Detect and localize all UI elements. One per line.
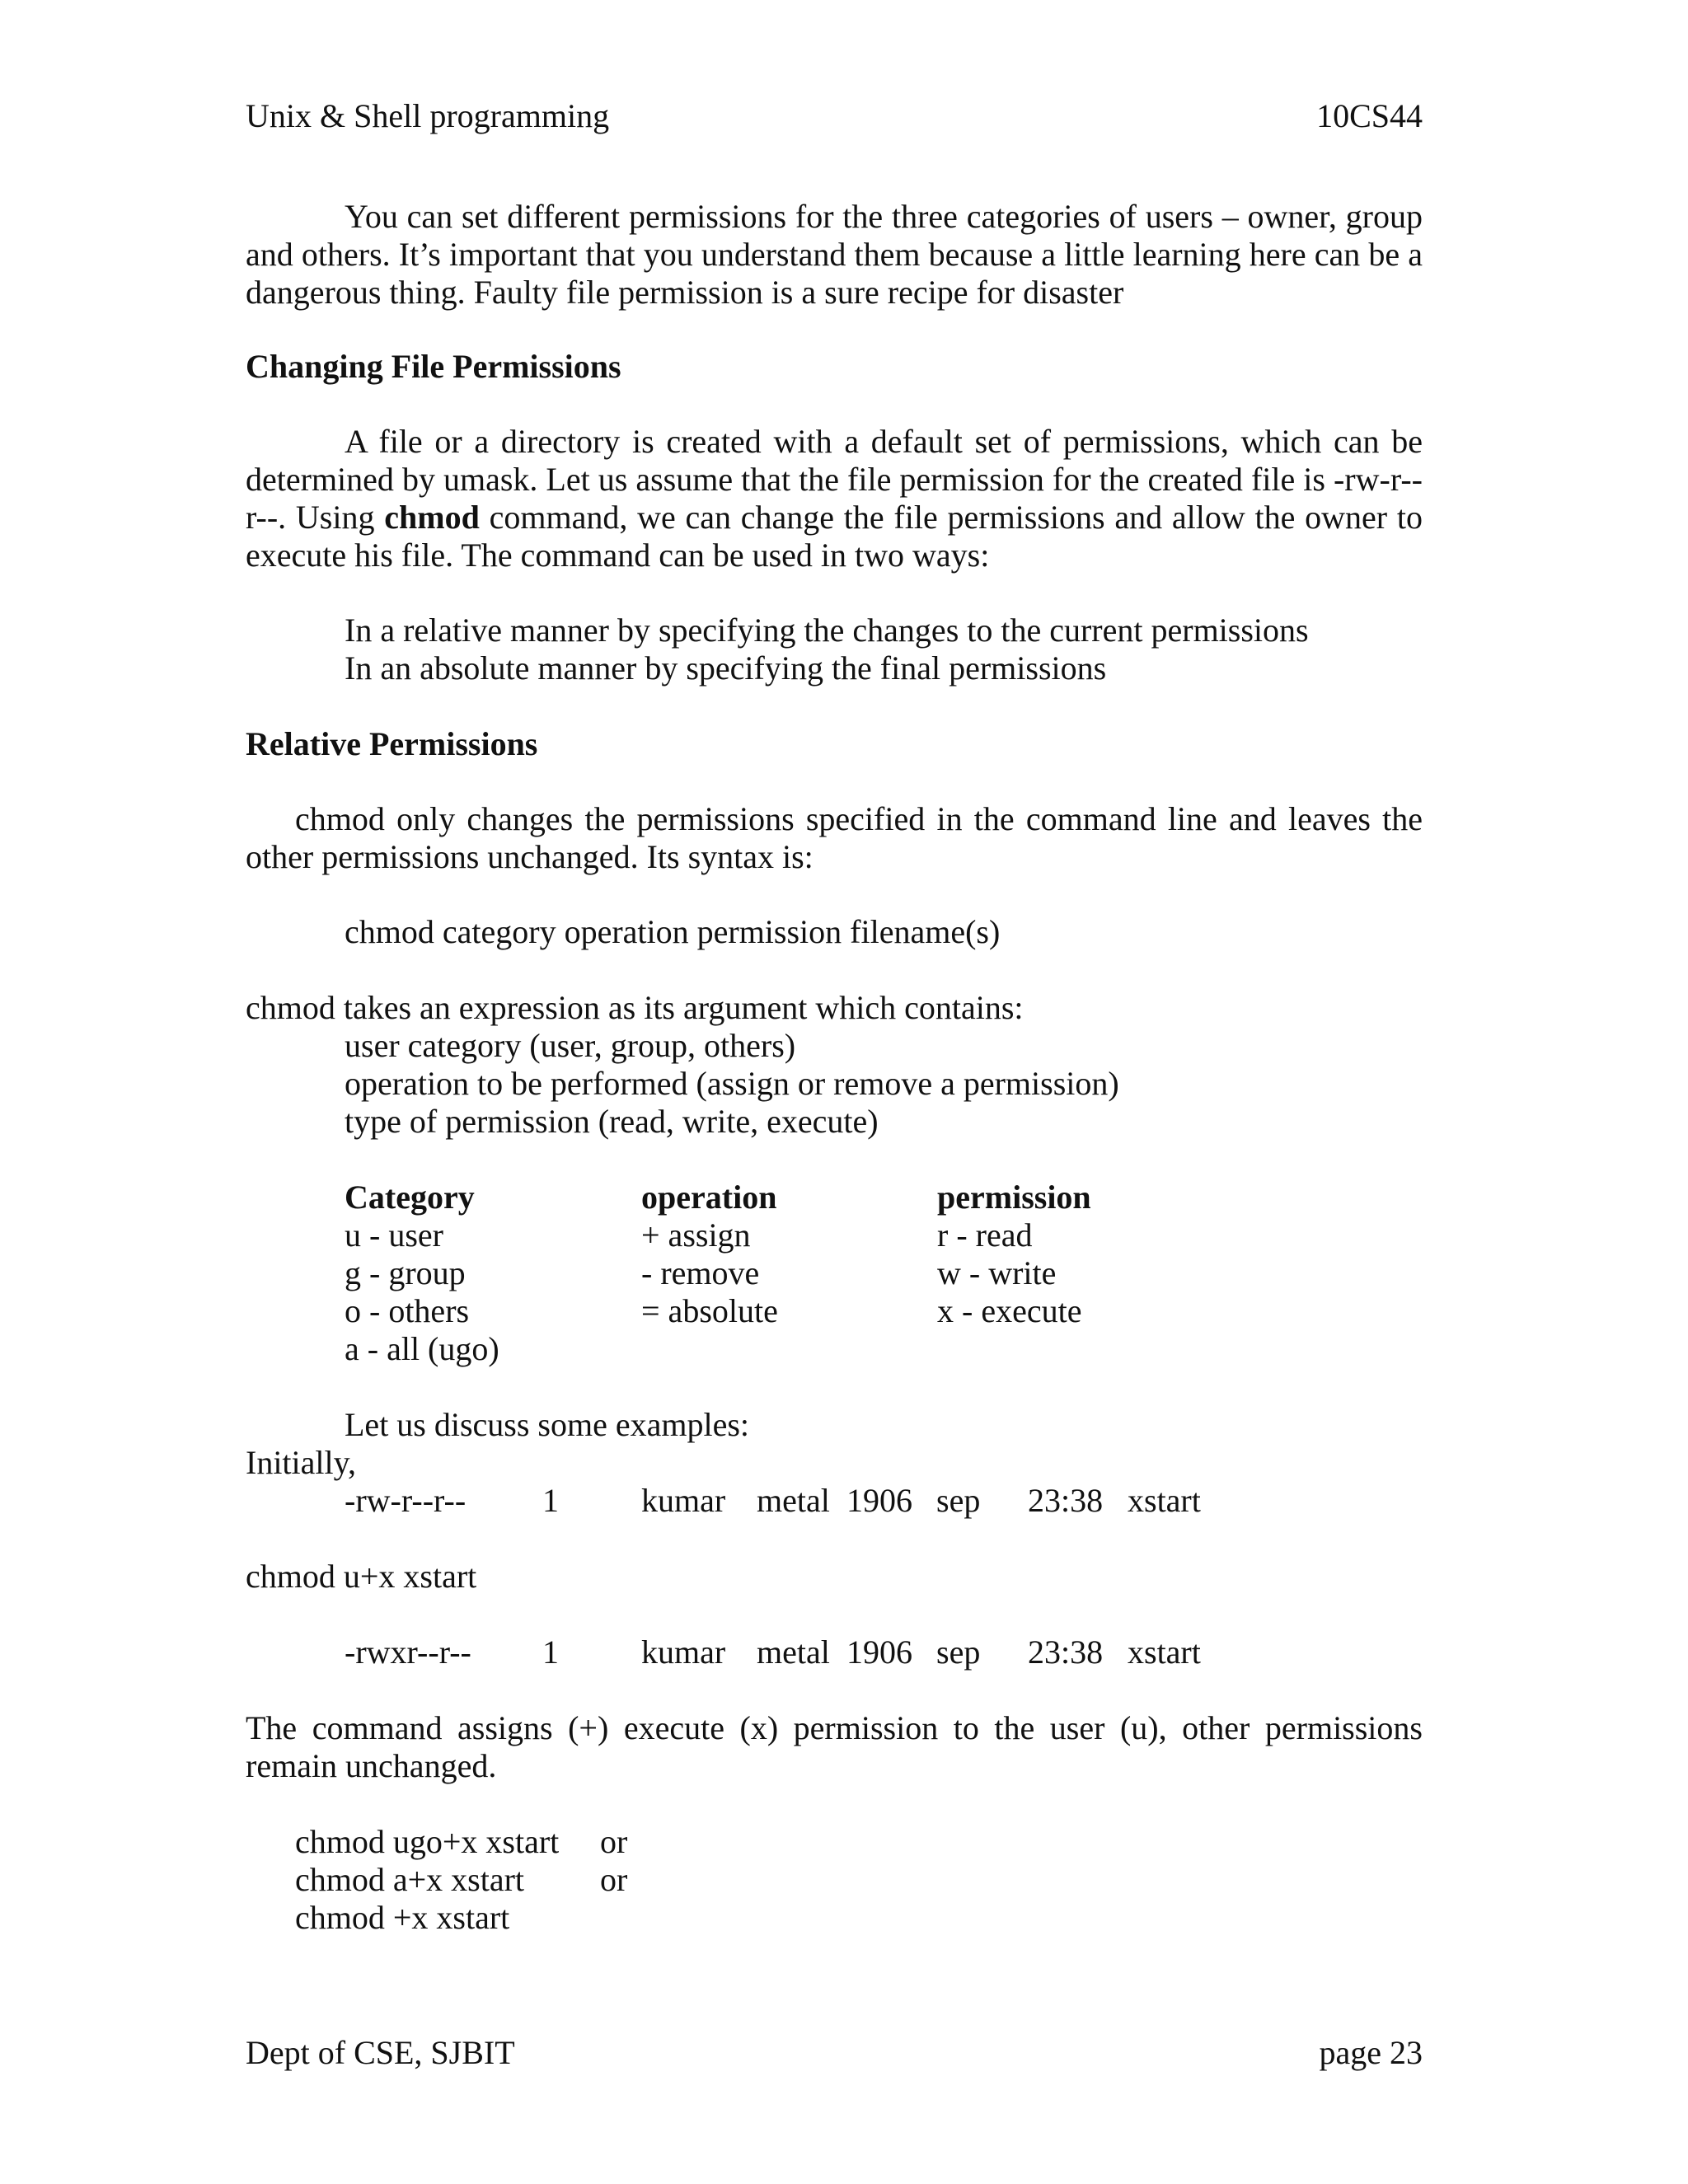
table-row [0, 1292, 1688, 1330]
alternative-command [0, 1823, 1688, 1861]
table-cell: o - others [345, 1292, 470, 1329]
alternative-or: or [600, 1861, 628, 1898]
chmod-bold: chmod [384, 499, 480, 536]
footer-page: page 23 [1319, 2034, 1423, 2071]
alternative-cmd: chmod ugo+x xstart [295, 1823, 560, 1860]
alternative-or: or [600, 1823, 628, 1860]
table-cell: g - group [345, 1254, 466, 1291]
way-item: In an absolute manner by specifying the final permissions [345, 649, 1107, 687]
listing-time: 23:38 [1028, 1633, 1104, 1671]
table-cell: u - user [345, 1216, 443, 1254]
expression-item: type of permission (read, write, execute) [345, 1103, 879, 1140]
table-cell: r - read [937, 1216, 1033, 1254]
header-code: 10CS44 [1316, 97, 1423, 134]
header-title: Unix & Shell programming [246, 97, 610, 134]
listing-permissions: -rw-r--r-- [345, 1482, 467, 1519]
listing-filename: xstart [1128, 1633, 1201, 1671]
table-cell: x - execute [937, 1292, 1082, 1329]
alternative-cmd: chmod a+x xstart [295, 1861, 525, 1898]
listing-month: sep [936, 1633, 981, 1671]
table-cell: a - all (ugo) [345, 1330, 499, 1367]
table-header-category: Category [345, 1179, 475, 1216]
table-cell: + assign [641, 1216, 751, 1254]
section-heading-relative: Relative Permissions [246, 725, 538, 762]
changing-paragraph: A file or a directory is created with a default set of permissions, which can be determined by umask. Let us assume that the file permission for the created file is -rw-r--r--. Using chmod command, we can change the file permissions and allow the owner to execute his file. The command can be used in two ways: [246, 423, 1423, 574]
way-item: In a relative manner by specifying the changes to the current permissions [345, 612, 1309, 649]
listing-month: sep [936, 1482, 981, 1519]
relative-paragraph: chmod only changes the permissions specified in the command line and leaves the other permissions unchanged. Its syntax is: [246, 800, 1423, 875]
section-heading-changing: Changing File Permissions [246, 348, 621, 385]
table-header-permission: permission [937, 1179, 1091, 1216]
explanation-line: The command assigns (+) execute (x) permission to the user (u), other permissions [246, 1709, 1423, 1746]
expression-intro: chmod takes an expression as its argument which contains: [246, 989, 1024, 1026]
listing-group: metal [757, 1482, 830, 1519]
listing-before [0, 1482, 1688, 1520]
example-command: chmod u+x xstart [246, 1558, 477, 1595]
expression-item: user category (user, group, others) [345, 1027, 796, 1064]
alternative-cmd: chmod +x xstart [295, 1899, 510, 1936]
table-row [0, 1216, 1688, 1254]
table-header-operation: operation [641, 1179, 777, 1216]
alternative-command [0, 1861, 1688, 1899]
explanation-line: remain unchanged. [246, 1747, 497, 1784]
examples-intro: Let us discuss some examples: [345, 1406, 750, 1443]
listing-owner: kumar [641, 1482, 726, 1519]
alternative-command [0, 1899, 1688, 1937]
listing-size: 1906 [846, 1482, 912, 1519]
expression-item: operation to be performed (assign or remove a permission) [345, 1065, 1119, 1102]
footer-dept: Dept of CSE, SJBIT [246, 2034, 515, 2071]
listing-group: metal [757, 1633, 830, 1671]
table-cell: w - write [937, 1254, 1057, 1291]
listing-owner: kumar [641, 1633, 726, 1671]
table-cell: = absolute [641, 1292, 778, 1329]
table-header-row [0, 1179, 1688, 1216]
listing-size: 1906 [846, 1633, 912, 1671]
listing-links: 1 [542, 1633, 559, 1671]
listing-filename: xstart [1128, 1482, 1201, 1519]
intro-paragraph: You can set different permissions for the three categories of users – owner, group and others. It’s important that you understand them because a little learning here can be a dangerous thing. Faulty file permission is a sure recipe for disaster [246, 198, 1423, 311]
table-row [0, 1330, 1688, 1368]
listing-after [0, 1633, 1688, 1671]
table-cell: - remove [641, 1254, 760, 1291]
listing-permissions: -rwxr--r-- [345, 1633, 471, 1671]
listing-links: 1 [542, 1482, 559, 1519]
syntax-line: chmod category operation permission filename(s) [345, 913, 1001, 950]
listing-time: 23:38 [1028, 1482, 1104, 1519]
examples-initially: Initially, [246, 1444, 357, 1481]
table-row [0, 1254, 1688, 1292]
